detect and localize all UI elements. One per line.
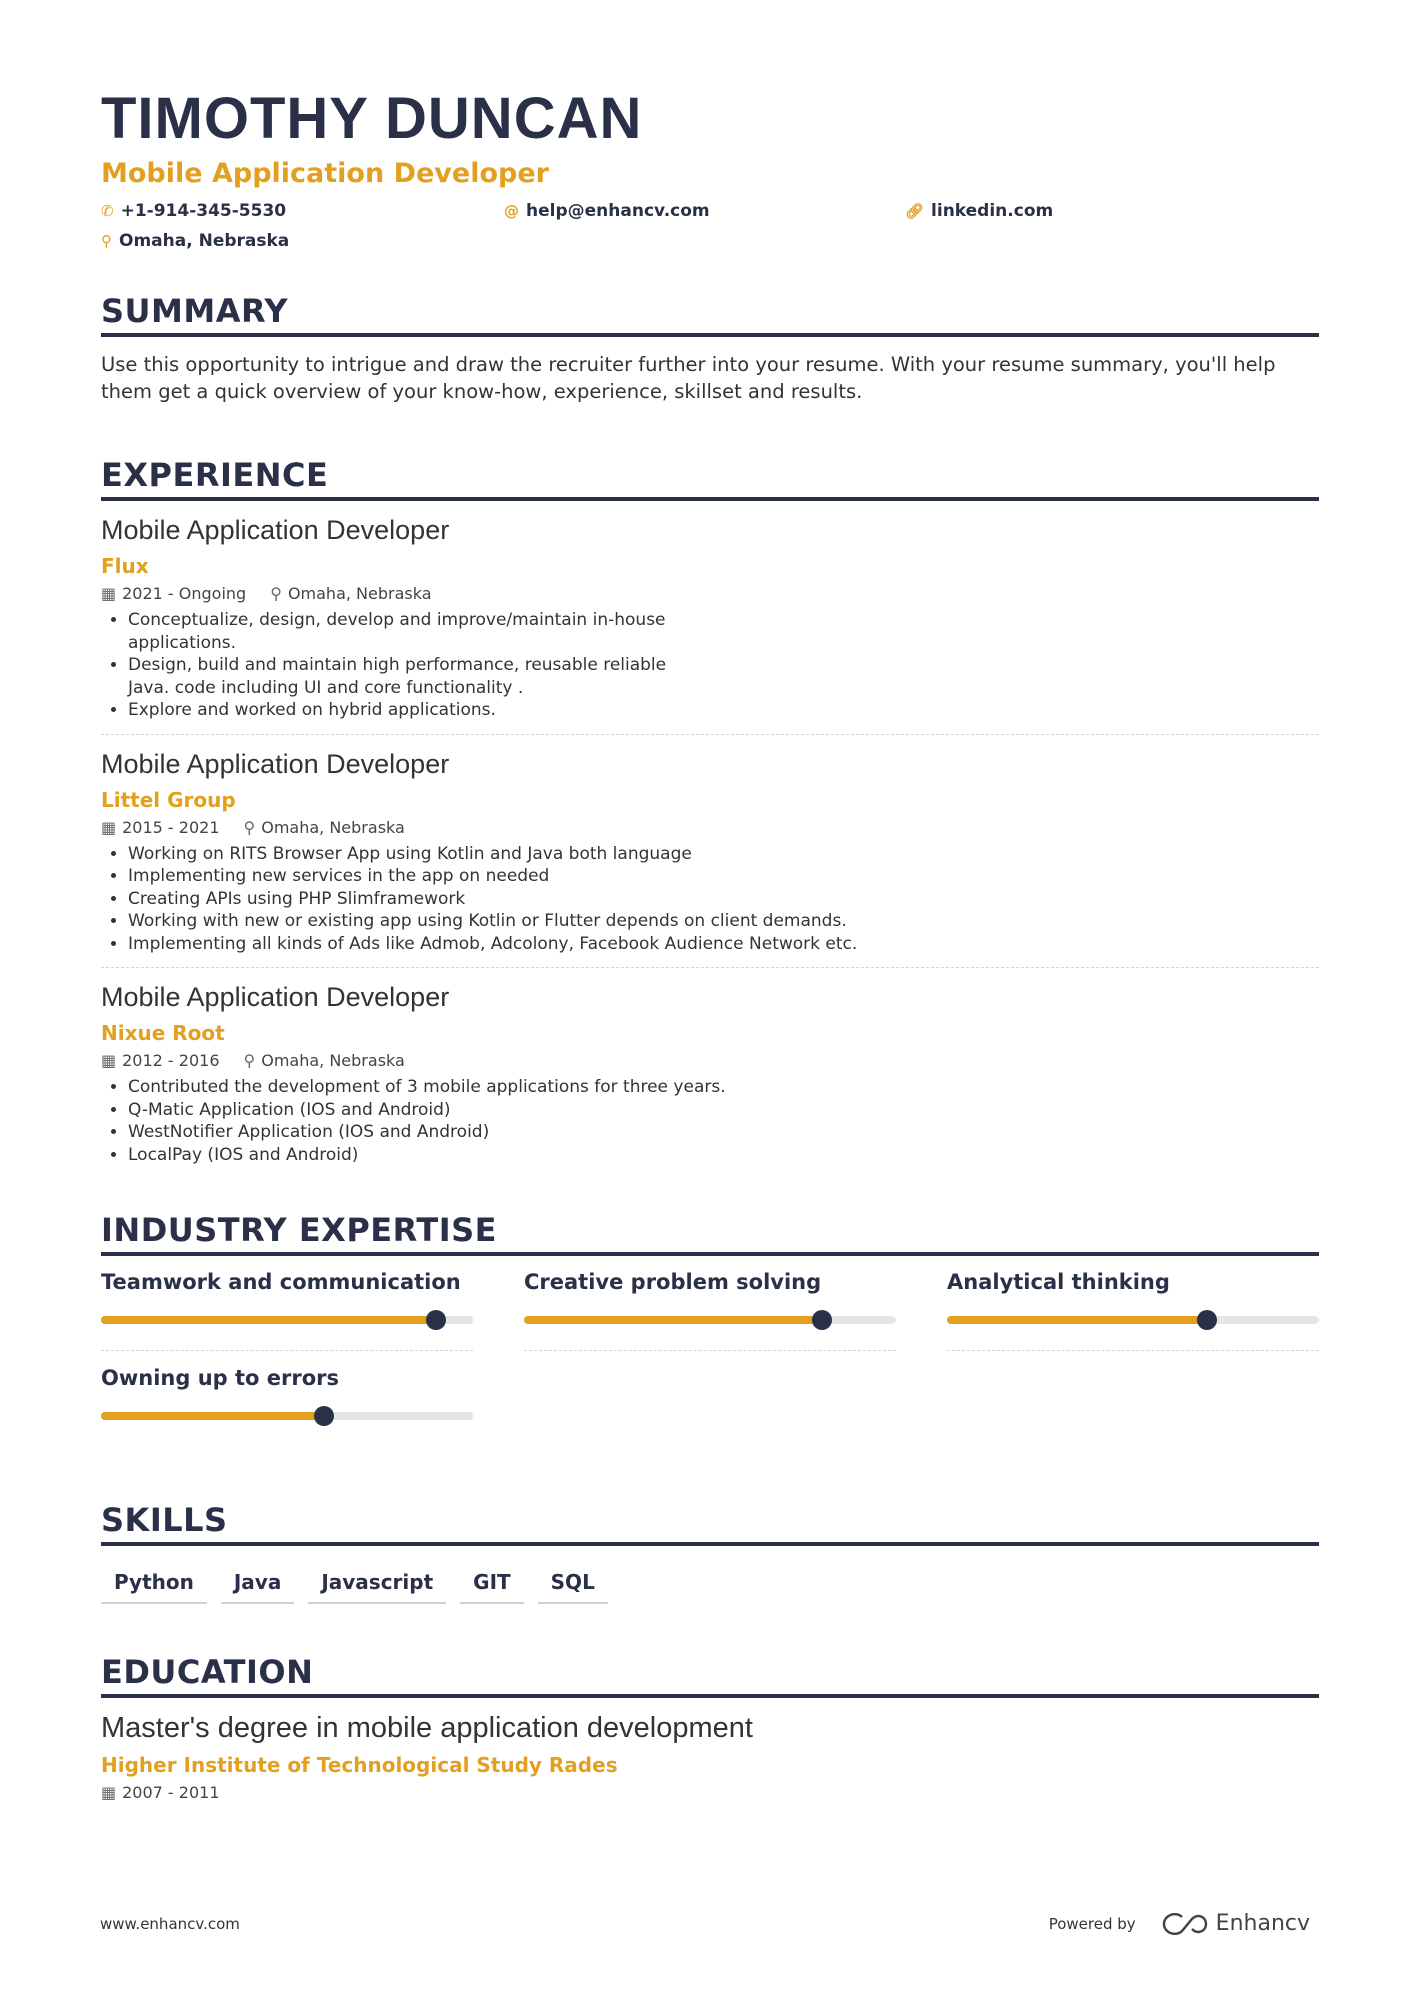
footer xyxy=(100,1911,1310,1936)
skill-tag: Java xyxy=(221,1566,294,1604)
contact-info xyxy=(101,201,1319,251)
section-heading: INDUSTRY EXPERTISE xyxy=(101,1210,1319,1256)
job-meta xyxy=(101,1051,1319,1070)
expertise-level-bar xyxy=(947,1316,1319,1324)
expertise-label: Creative problem solving xyxy=(524,1270,822,1294)
job-location: Omaha, Nebraska xyxy=(261,817,405,837)
at-icon: @ xyxy=(504,202,519,220)
calendar-icon: ▦ xyxy=(101,1783,117,1802)
level-knob xyxy=(314,1406,334,1426)
expertise-level-bar xyxy=(101,1316,473,1324)
school: Higher Institute of Technological Study Rades xyxy=(101,1753,618,1777)
email-text[interactable]: help@enhancv.com xyxy=(526,201,710,221)
bullet: • LocalPay (IOS and Android) xyxy=(128,1144,901,1167)
enhancv-logo-icon xyxy=(1162,1913,1208,1935)
company: Littel Group xyxy=(101,787,236,812)
degree: Master's degree in mobile application development xyxy=(101,1712,753,1744)
section-heading: SUMMARY xyxy=(101,291,1319,337)
expertise-item xyxy=(101,1366,473,1462)
brand-name: Enhancv xyxy=(1215,1911,1310,1936)
summary-section xyxy=(101,291,1319,405)
job-meta xyxy=(101,584,1319,603)
job-entry xyxy=(101,968,1319,1178)
bullet: • Conceptualize, design, develop and improve/maintain in-house applications. xyxy=(128,609,701,654)
job-title: Mobile Application Developer xyxy=(101,748,450,779)
expertise-item xyxy=(947,1270,1319,1366)
bullet: • WestNotifier Application (IOS and Android) xyxy=(128,1121,901,1144)
expertise-item xyxy=(101,1270,473,1366)
bullet: • Q-Matic Application (IOS and Android) xyxy=(128,1099,901,1122)
bullet: • Creating APIs using PHP Slimframework xyxy=(128,888,901,911)
skill-tag: GIT xyxy=(460,1566,524,1604)
job-entry xyxy=(101,735,1319,969)
link-icon: 🔗︎ xyxy=(905,202,925,220)
job-location: Omaha, Nebraska xyxy=(287,584,432,603)
bullet: • Working with new or existing app using Kotlin or Flutter depends on client demands. xyxy=(128,910,901,933)
section-heading: EDUCATION xyxy=(101,1652,1319,1698)
level-fill xyxy=(101,1316,436,1324)
expertise-label: Owning up to errors xyxy=(101,1366,340,1390)
skill-tag: Python xyxy=(101,1566,207,1604)
summary-text: Use this opportunity to intrigue and draw the recruiter further into your resume. With your resume summary, you'll help them get a quick overview of your know-how, experience, skillset and results. xyxy=(101,353,1276,403)
bullet: • Design, build and maintain high performance, reusable reliable Java. code including UI and core functionality . xyxy=(128,654,701,699)
location-pin-icon: ⚲ xyxy=(270,584,282,603)
level-knob xyxy=(812,1310,832,1330)
phone xyxy=(101,201,504,221)
section-heading: SKILLS xyxy=(101,1500,1319,1546)
job-bullets xyxy=(101,1076,901,1166)
job-bullets xyxy=(101,843,901,956)
bullet: • Contributed the development of 3 mobile applications for three years. xyxy=(128,1076,901,1099)
company: Flux xyxy=(101,554,149,578)
job-title: Mobile Application Developer xyxy=(101,982,450,1012)
job-dates: 2021 - Ongoing xyxy=(122,584,247,603)
powered-by xyxy=(1049,1911,1310,1936)
location xyxy=(101,231,504,251)
skills-section xyxy=(101,1500,1319,1604)
calendar-icon: ▦ xyxy=(101,584,117,603)
footer-website[interactable]: www.enhancv.com xyxy=(100,1914,240,1933)
job-dates: 2015 - 2021 xyxy=(122,817,220,837)
level-fill xyxy=(947,1316,1207,1324)
level-fill xyxy=(524,1316,822,1324)
expertise-level-bar xyxy=(524,1316,896,1324)
education-dates xyxy=(101,1783,1319,1802)
enhancv-logo xyxy=(1162,1911,1310,1936)
education-section xyxy=(101,1652,1319,1802)
candidate-title: Mobile Application Developer xyxy=(101,158,549,189)
linkedin-text[interactable]: linkedin.com xyxy=(931,201,1054,221)
calendar-icon: ▦ xyxy=(101,817,117,837)
candidate-name: TIMOTHY DUNCAN xyxy=(101,86,643,151)
level-knob xyxy=(1197,1310,1217,1330)
divider xyxy=(101,1350,473,1351)
phone-text: +1-914-345-5530 xyxy=(120,201,287,221)
linkedin[interactable] xyxy=(905,201,1305,221)
bullet: • Implementing all kinds of Ads like Admob, Adcolony, Facebook Audience Network etc. xyxy=(128,933,901,956)
company: Nixue Root xyxy=(101,1021,225,1045)
expertise-item xyxy=(524,1270,896,1366)
section-heading: EXPERIENCE xyxy=(101,455,1319,501)
email[interactable] xyxy=(504,201,905,221)
level-knob xyxy=(426,1310,446,1330)
location-pin-icon: ⚲ xyxy=(101,232,112,250)
expertise-section xyxy=(101,1210,1319,1462)
dates-text: 2007 - 2011 xyxy=(122,1783,220,1802)
level-fill xyxy=(101,1412,324,1420)
job-bullets xyxy=(101,609,701,722)
job-location: Omaha, Nebraska xyxy=(261,1051,405,1070)
bullet: • Implementing new services in the app on needed xyxy=(128,865,901,888)
expertise-level-bar xyxy=(101,1412,473,1420)
expertise-label: Analytical thinking xyxy=(947,1270,1170,1294)
expertise-label: Teamwork and communication xyxy=(101,1270,461,1294)
resume xyxy=(101,86,1319,1802)
skill-tag: SQL xyxy=(538,1566,608,1604)
skill-tag: Javascript xyxy=(308,1566,446,1604)
location-pin-icon: ⚲ xyxy=(243,1051,256,1070)
experience-section xyxy=(101,455,1319,1178)
location-pin-icon: ⚲ xyxy=(243,817,256,837)
powered-by-label: Powered by xyxy=(1048,1914,1136,1933)
bullet: • Working on RITS Browser App using Kotlin and Java both language xyxy=(128,843,901,866)
job-entry xyxy=(101,501,1319,735)
job-meta xyxy=(101,818,1319,837)
phone-icon: ✆ xyxy=(101,202,114,220)
job-title: Mobile Application Developer xyxy=(101,515,450,545)
divider xyxy=(947,1350,1319,1351)
calendar-icon: ▦ xyxy=(101,1051,117,1070)
job-dates: 2012 - 2016 xyxy=(122,1051,220,1070)
bullet: • Explore and worked on hybrid applications. xyxy=(128,699,701,722)
location-text: Omaha, Nebraska xyxy=(119,231,290,251)
divider xyxy=(524,1350,896,1351)
